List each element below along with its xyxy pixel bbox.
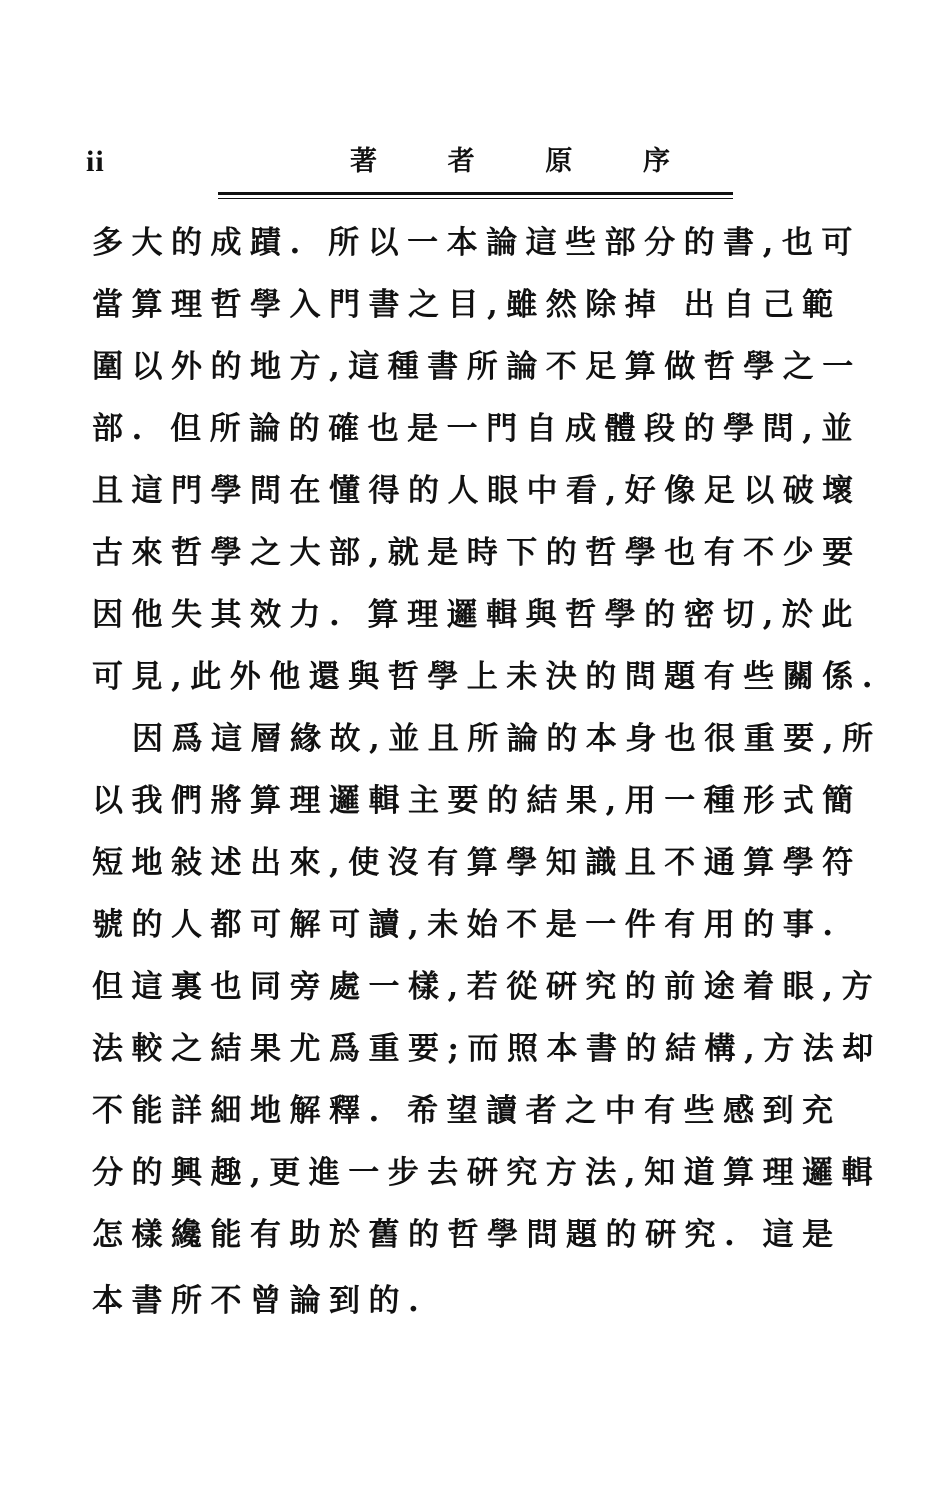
header-rule xyxy=(218,192,733,195)
text-line: 不能詳細地解釋. 希望讀者之中有些感到充 xyxy=(92,1093,842,1129)
text-line: 多大的成蹟. 所以一本論這些部分的書,也可 xyxy=(92,225,861,261)
text-line: 分的興趣,更進一步去硏究方法,知道算理邏輯 xyxy=(92,1155,882,1191)
text-line: 法較之結果尤爲重要;而照本書的結構,方法却 xyxy=(92,1031,882,1067)
text-line: 怎樣纔能有助於舊的哲學問題的硏究. 這是 xyxy=(92,1217,842,1253)
text-line: 以我們將算理邏輯主要的結果,用一種形式簡 xyxy=(92,783,862,819)
text-line: 本書所不曾論到的. xyxy=(92,1283,428,1319)
running-head xyxy=(350,148,670,175)
text-line: 古來哲學之大部,就是時下的哲學也有不少要 xyxy=(92,535,862,571)
text-line: 且這門學問在懂得的人眼中看,好像足以破壞 xyxy=(92,473,862,509)
running-head-char: 序 xyxy=(642,146,670,177)
text-line: 短地敍述出來,使沒有算學知識且不通算學符 xyxy=(92,845,862,881)
text-line: 可見,此外他還與哲學上未決的問題有些關係. xyxy=(92,659,882,695)
running-head-char: 原 xyxy=(545,146,573,177)
text-line: 圍以外的地方,這種書所論不足算做哲學之一 xyxy=(92,349,862,385)
text-line: 當算理哲學入門書之目,雖然除掉 出自己範 xyxy=(92,287,842,323)
text-line: 因爲這層緣故,並且所論的本身也很重要,所 xyxy=(132,721,882,757)
running-head-char: 者 xyxy=(447,146,475,177)
text-line: 部. 但所論的確也是一門自成體段的學問,並 xyxy=(92,411,861,447)
text-line: 因他失其效力. 算理邏輯與哲學的密切,於此 xyxy=(92,597,861,633)
text-line: 號的人都可解可讀,未始不是一件有用的事. xyxy=(92,907,842,943)
running-head-char: 著 xyxy=(350,146,377,177)
text-line: 但這裏也同旁處一樣,若從硏究的前途着眼,方 xyxy=(92,969,882,1005)
page-number: ii xyxy=(86,145,105,178)
